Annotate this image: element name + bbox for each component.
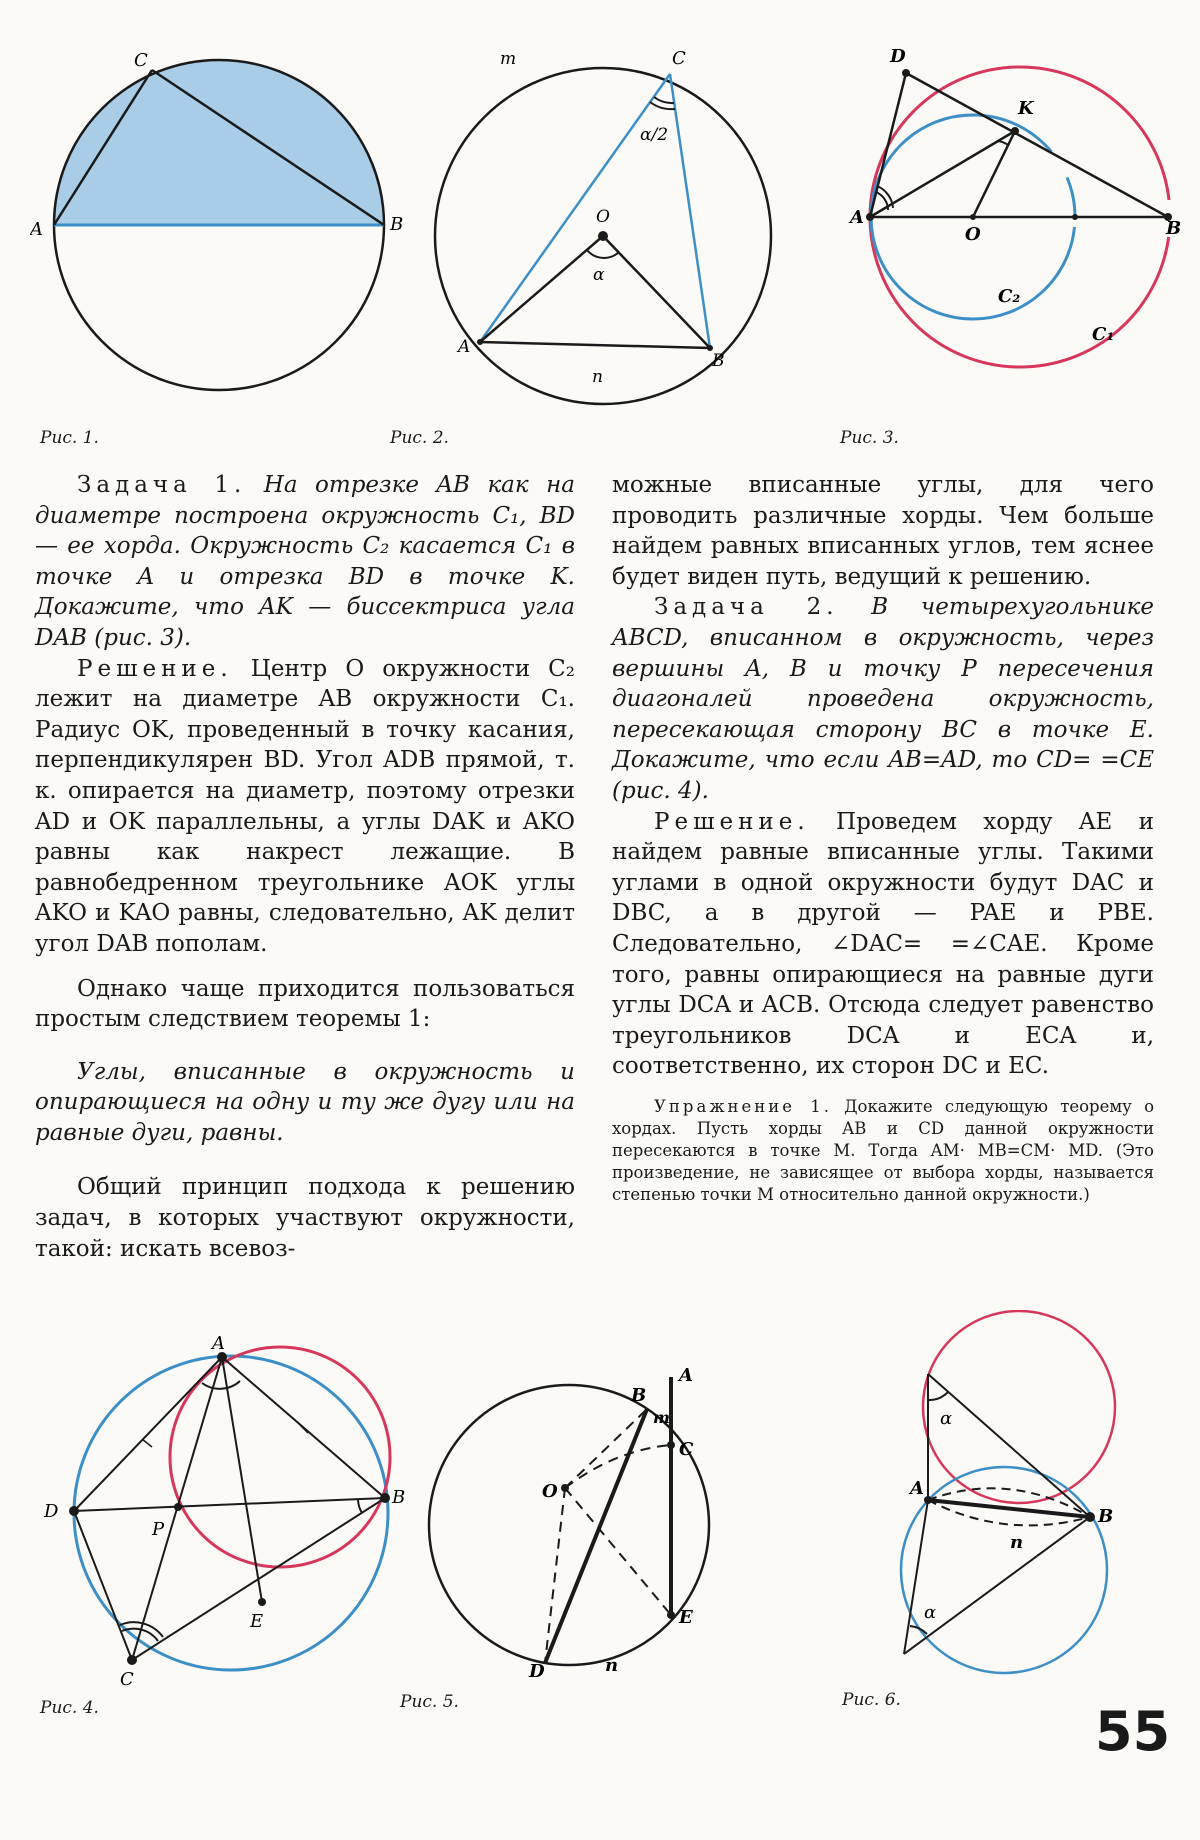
fig1-caption: Рис. 1. xyxy=(40,428,99,448)
fig6-label-a: A xyxy=(910,1478,924,1499)
fig4-dot-b xyxy=(380,1493,390,1503)
fig4-dot-p xyxy=(174,1503,182,1511)
fig6-label-alpha-top: α xyxy=(940,1408,953,1429)
fig2-radius-oa xyxy=(480,236,603,342)
fig5-label-m: m xyxy=(653,1408,670,1427)
fig4-diag-db xyxy=(74,1498,385,1511)
fig3-label-a: A xyxy=(850,207,864,228)
fig2-label-m: m xyxy=(500,49,517,69)
fig6-line-top-b xyxy=(928,1374,1090,1517)
fig6-label-b: B xyxy=(1098,1506,1114,1527)
fig5-dash-ob xyxy=(565,1409,647,1488)
exercise-paragraph xyxy=(612,1096,1154,1206)
fig3-dot-o xyxy=(970,214,976,220)
fig2-caption: Рис. 2. xyxy=(390,428,449,448)
solution1-label: Решение. xyxy=(77,655,233,682)
fig6-label-alpha-bottom: α xyxy=(924,1602,937,1623)
fig2-angle-arc-half-alpha xyxy=(654,97,674,103)
fig1-shaded-segment xyxy=(54,60,384,225)
corollary-statement: Углы, вписанные в окружность и опирающиеся на одну и ту же дугу или на равные дуги, равны. xyxy=(35,1058,575,1146)
fig2-label-b: B xyxy=(712,351,725,371)
fig5-dot-o xyxy=(561,1484,569,1492)
fig2-label-alpha: α xyxy=(593,265,605,285)
fig2-label-half-alpha: α/2 xyxy=(640,125,669,145)
fig3-angle-arc-k xyxy=(997,141,1008,145)
corollary-intro-paragraph: Однако чаще приходится пользоваться простым следствием теоремы 1: xyxy=(35,975,575,1033)
exercise-text: Докажите следующую теорему о хордах. Пусть хорды AB и CD данной окружности пересекаются в точке M. Тогда AM· MB=CM· MD. (Это произведение, не зависящее от выбора хорды, называется степенью точки M относительно данной окружности.) xyxy=(612,1096,1154,1204)
fig5-label-e: E xyxy=(679,1607,693,1628)
fig3-label-c1: C₁ xyxy=(1092,324,1115,345)
fig3-dot-c2-end xyxy=(1072,214,1078,220)
fig6-caption: Рис. 6. xyxy=(842,1690,901,1710)
solution2-paragraph xyxy=(612,807,1154,1082)
fig5-circle xyxy=(429,1385,709,1665)
fig3-dot-a xyxy=(866,213,874,221)
left-column xyxy=(35,470,575,1264)
fig5-dash-oe xyxy=(565,1488,671,1615)
fig4-label-e: E xyxy=(250,1611,264,1632)
task2-paragraph xyxy=(612,592,1154,806)
fig3-label-k: K xyxy=(1018,98,1034,119)
fig4-caption: Рис. 4. xyxy=(40,1698,99,1718)
fig3-dot-d xyxy=(902,69,910,77)
fig4-circle-red xyxy=(170,1347,390,1567)
fig4-dot-e xyxy=(258,1598,266,1606)
fig4-angle-arc-a xyxy=(202,1381,240,1389)
fig6-angle-arc-bottom xyxy=(910,1626,927,1634)
fig4-label-d: D xyxy=(44,1501,59,1522)
fig5-caption: Рис. 5. xyxy=(400,1692,459,1712)
fig5-dot-c xyxy=(667,1441,675,1449)
fig4-dot-c xyxy=(127,1655,137,1665)
fig4-angle-arc-b xyxy=(358,1500,362,1513)
fig2-chord-cb xyxy=(670,74,710,348)
fig2-label-c: C xyxy=(672,48,686,69)
page-number: 55 xyxy=(1095,1700,1171,1763)
principle-paragraph: Общий принцип подхода к решению задач, в которых участвуют окружности, такой: искать всевоз- xyxy=(35,1174,575,1262)
fig5-label-d: D xyxy=(529,1661,545,1682)
fig5-label-o: O xyxy=(542,1481,558,1502)
fig4-label-a: A xyxy=(212,1335,225,1354)
fig5-dot-e xyxy=(667,1611,675,1619)
fig6-dot-b xyxy=(1085,1512,1095,1522)
fig4-chord-ae xyxy=(222,1357,262,1602)
fig2-center-dot xyxy=(598,231,608,241)
fig2-angle-arc-alpha xyxy=(587,250,619,258)
fig4-label-p: P xyxy=(152,1519,165,1540)
fig3-label-b: B xyxy=(1166,218,1182,239)
fig4-label-b: B xyxy=(392,1487,406,1508)
fig6-circle-red xyxy=(923,1311,1115,1503)
fig2-label-o: O xyxy=(596,207,610,227)
fig5-label-c: C xyxy=(679,1439,694,1460)
fig4-tick-ad xyxy=(142,1439,152,1447)
fig6-dot-a xyxy=(924,1496,932,1504)
fig3-label-d: D xyxy=(890,46,906,67)
solution1-text: Центр O окружности C₂ лежит на диаметре AB окружности C₁. Радиус OK, проведенный в точку касания, перпендикулярен BD. Угол ADB прямой, т. к. опирается на диаметр, поэтому отрезки AD и OK параллельны, а углы DAK и AKO равны как накрест лежащие. В равнобедренном треугольнике AOK углы AKO и KAO равны, следовательно, AK делит угол DAB пополам. xyxy=(35,655,575,957)
figure-1 xyxy=(30,40,410,430)
solution2-label: Решение. xyxy=(654,808,810,835)
fig4-label-c: C xyxy=(120,1669,134,1690)
fig2-chord-ca xyxy=(480,74,670,342)
fig2-label-n: n xyxy=(592,367,603,387)
fig4-circle-blue xyxy=(74,1356,388,1670)
fig1-label-b: B xyxy=(390,214,404,235)
fig3-dot-k xyxy=(1011,127,1019,135)
fig3-caption: Рис. 3. xyxy=(840,428,899,448)
fig6-label-n: n xyxy=(1010,1532,1024,1553)
figure-5 xyxy=(425,1355,735,1685)
exercise-label: Упражнение 1. xyxy=(654,1096,832,1116)
figure-2 xyxy=(420,40,780,410)
fig1-label-c: C xyxy=(134,50,148,71)
figure-3 xyxy=(790,40,1190,410)
fig6-line-bottom-b xyxy=(904,1517,1090,1654)
fig4-dot-d xyxy=(69,1506,79,1516)
fig2-dot-a xyxy=(477,339,483,345)
figure-4 xyxy=(30,1335,430,1695)
fig3-chord-db xyxy=(906,73,1168,217)
task2-label: Задача 2. xyxy=(654,594,839,621)
figure-6 xyxy=(880,1310,1160,1690)
continue-paragraph: можные вписанные углы, для чего проводить различные хорды. Чем больше найдем равных вписанных углов, тем яснее будет виден путь, ведущий к решению. xyxy=(612,472,1154,590)
fig3-label-o: O xyxy=(965,224,981,245)
task2-text: В четырехугольнике ABCD, вписанном в окружность, через вершины A, B и точку P пересечения диагоналей проведена окружность, пересекающая сторону BC в точке E. Докажите, что если AB=AD, то CD= =CE (рис. 4). xyxy=(612,594,1154,804)
solution1-paragraph xyxy=(35,654,575,960)
fig4-side-dc xyxy=(74,1511,132,1660)
fig1-label-a: A xyxy=(30,219,43,240)
fig6-angle-arc-top xyxy=(928,1392,948,1400)
task1-paragraph xyxy=(35,470,575,654)
fig5-label-a: A xyxy=(679,1365,693,1386)
fig2-label-a: A xyxy=(458,337,471,357)
right-column xyxy=(612,470,1154,1206)
fig5-label-b: B xyxy=(631,1385,647,1406)
task1-label: Задача 1. xyxy=(77,472,247,498)
fig3-label-c2: C₂ xyxy=(998,286,1021,307)
task1-text: На отрезке AB как на диаметре построена окружность C₁, BD — ее хорда. Окружность C₂ касается C₁ в точке A и отрезка BD в точке K. Докажите, что AK — биссектриса угла DAB (рис. 3). xyxy=(35,472,575,651)
fig5-secant-bd xyxy=(545,1409,647,1663)
solution2-text: Проведем хорду AE и найдем равные вписанные углы. Такими углами в одной окружности будут DAC и DBC, а в другой — PAE и PBE. Следовательно, ∠DAC= =∠CAE. Кроме того, равны опирающиеся на равные дуги углы DCA и ACB. Отсюда следует равенство треугольников DCA и ECA и, соответственно, их сторон DC и EC. xyxy=(612,808,1154,1080)
fig4-tick-ab xyxy=(300,1425,308,1433)
fig5-label-n: n xyxy=(605,1655,619,1676)
fig2-chord-ab xyxy=(480,342,710,348)
